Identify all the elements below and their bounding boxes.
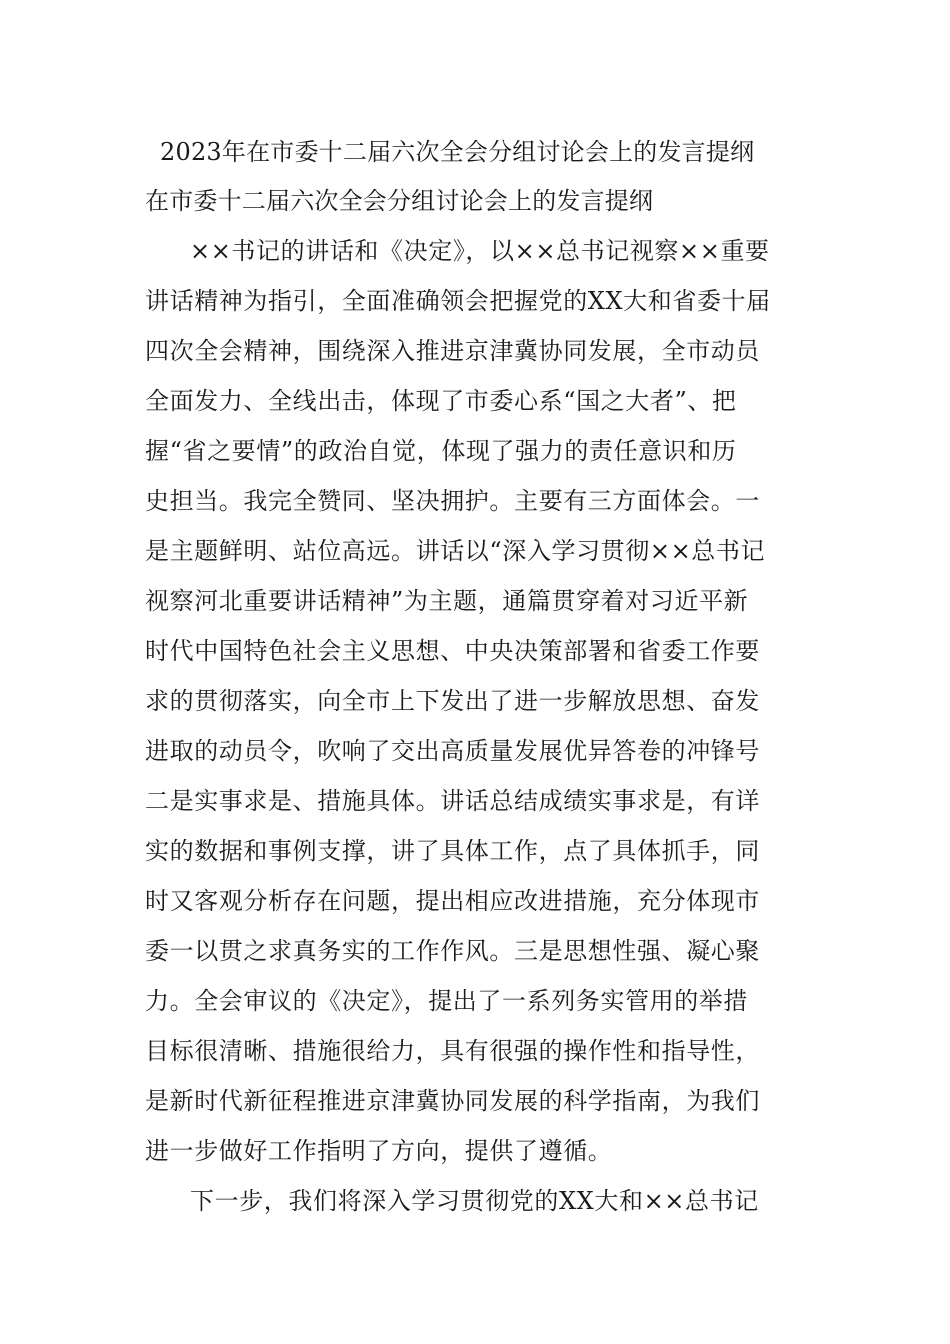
paragraph-line: 进取的动员令，吹响了交出高质量发展优异答卷的冲锋号 [145, 737, 760, 765]
paragraph-line: 握“省之要情”的政治自觉，体现了强力的责任意识和历 [145, 437, 737, 465]
paragraph-line: 是主题鲜明、站位高远。讲话以“深入学习贯彻××总书记 [145, 537, 766, 565]
paragraph-line: 时代中国特色社会主义思想、中央决策部署和省委工作要 [145, 637, 760, 665]
paragraph-line: 讲话精神为指引，全面准确领会把握党的XX大和省委十届 [145, 287, 771, 315]
paragraph-line: 时又客观分析存在问题，提出相应改进措施，充分体现市 [145, 887, 760, 915]
paragraph-line: 是新时代新征程推进京津冀协同发展的科学指南，为我们 [145, 1087, 760, 1115]
paragraph-line: 下一步，我们将深入学习贯彻党的XX大和××总书记 [190, 1187, 759, 1215]
paragraph-line: 全面发力、全线出击，体现了市委心系“国之大者”、把 [145, 387, 737, 415]
paragraph-line: 求的贯彻落实，向全市上下发出了进一步解放思想、奋发 [145, 687, 760, 715]
paragraph-line: 视察河北重要讲话精神”为主题，通篇贯穿着对习近平新 [145, 587, 749, 615]
paragraph-line: 实的数据和事例支撑，讲了具体工作，点了具体抓手，同 [145, 837, 760, 865]
document-title: 2023年在市委十二届六次全会分组讨论会上的发言提纲 [160, 138, 755, 166]
document-subtitle: 在市委十二届六次全会分组讨论会上的发言提纲 [145, 187, 654, 215]
paragraph-line: 四次全会精神，围绕深入推进京津冀协同发展，全市动员 [145, 337, 760, 365]
paragraph-line: 目标很清晰、措施很给力，具有很强的操作性和指导性， [145, 1037, 760, 1065]
paragraph-line: 二是实事求是、措施具体。讲话总结成绩实事求是，有详 [145, 787, 760, 815]
paragraph-line: ××书记的讲话和《决定》，以××总书记视察××重要 [190, 237, 770, 265]
paragraph-line: 史担当。我完全赞同、坚决拥护。主要有三方面体会。一 [145, 487, 760, 515]
paragraph-line: 进一步做好工作指明了方向，提供了遵循。 [145, 1137, 613, 1165]
paragraph-line: 力。全会审议的《决定》，提出了一系列务实管用的举措 [145, 987, 748, 1015]
paragraph-line: 委一以贯之求真务实的工作作风。三是思想性强、凝心聚 [145, 937, 760, 965]
